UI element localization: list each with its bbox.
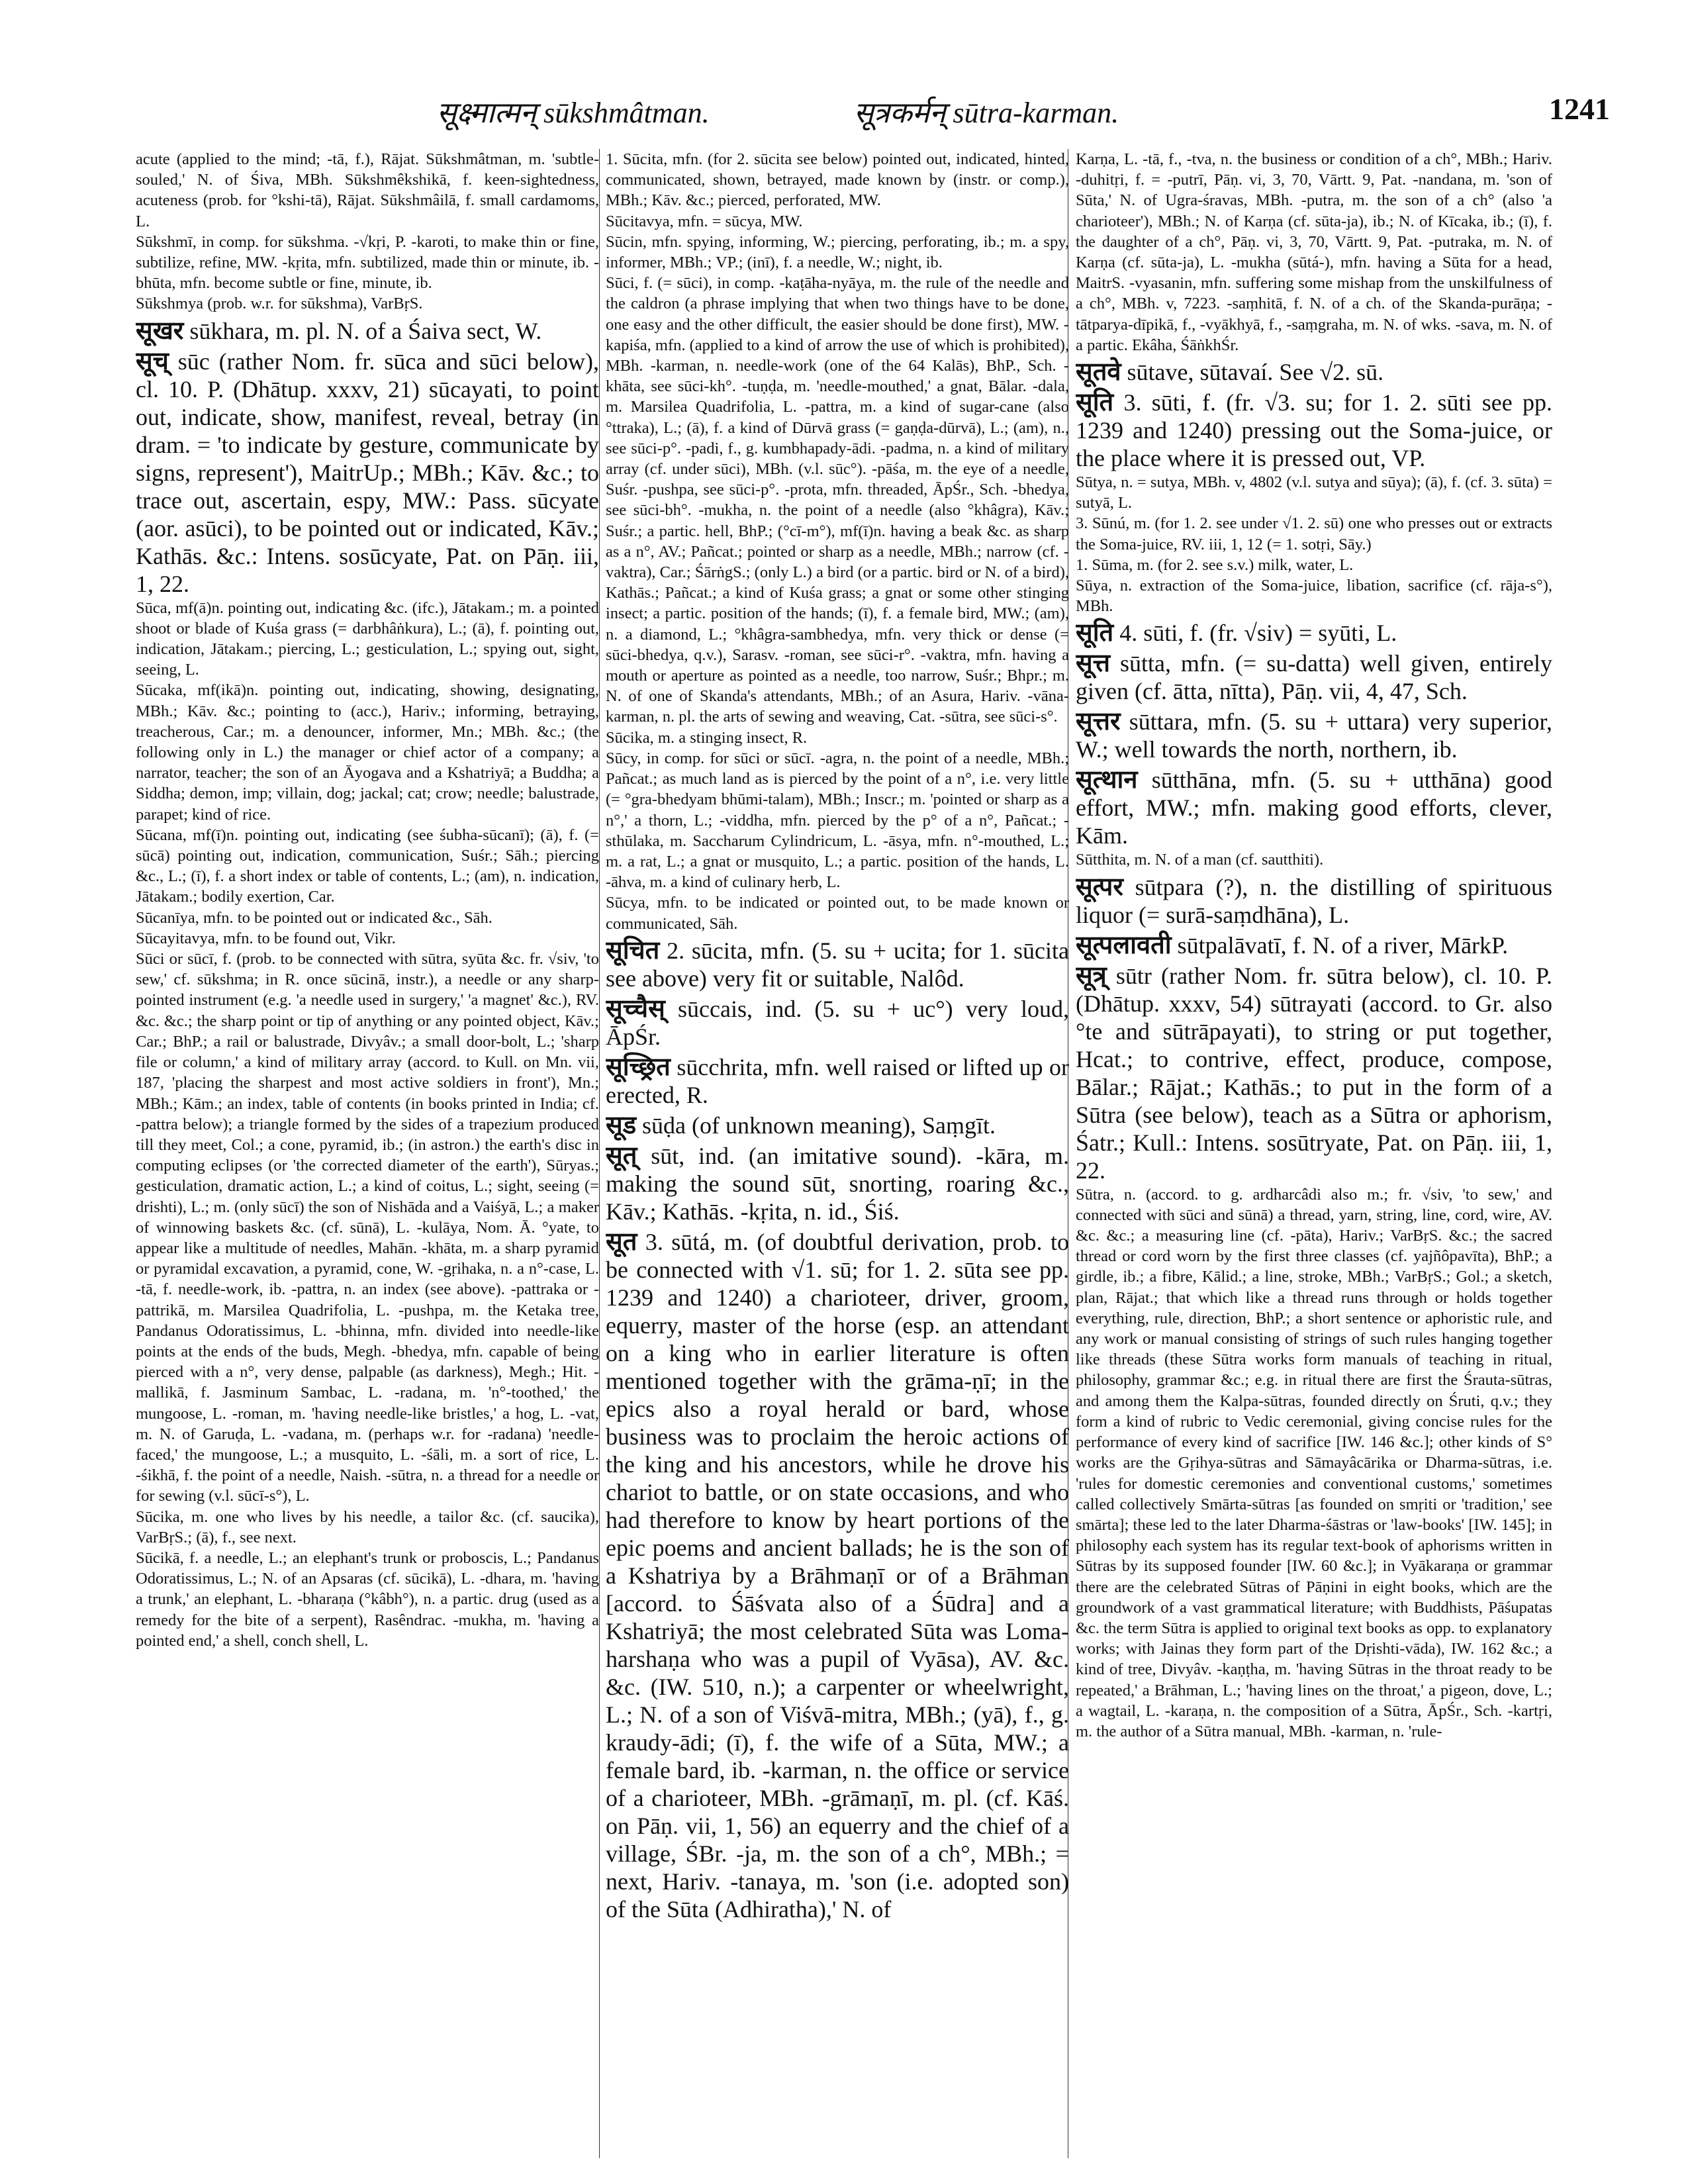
entry-text: 3. sūti, f. (fr. √3. su; for 1. 2. sūti see pp. 1239 and 1240) pressing out the Soma-juice, or the place where it is pressed out, VP. — [1076, 389, 1552, 472]
devanagari-headword: सूत — [606, 1227, 637, 1256]
entry-text: Sūtya, n. = sutya, MBh. v, 4802 (v.l. sutya and sūya); (ā), f. (cf. 3. sūta) = sutyā, L. — [1076, 473, 1552, 512]
entry-text: sūccais, ind. (5. su + uc°) very loud, ĀpŚr. — [606, 995, 1069, 1050]
entry-text: sūt, ind. (an imitative sound). -kāra, m. making the sound sūt, snorting, roaring &c., Kāv.; Kathās. -kṛita, n. id., Śiś. — [606, 1142, 1069, 1225]
entry-text: Sūkshmya (prob. w.r. for sūkshma), VarBṛS. — [136, 295, 423, 313]
entry-text: Sūca, mf(ā)n. pointing out, indicating &c. (ifc.), Jātakam.; m. a pointed shoot or blade of Kuśa grass (= darbhâṅkura), L.; (ā), f. pointing out, indication, Jātakam.; piercing, L.; gesticulation, L.; spying out, sight, seeing, L. — [136, 598, 599, 679]
main-entry — [1076, 649, 1552, 705]
devanagari-headword: सूत्त — [1076, 649, 1110, 678]
dictionary-entry — [136, 825, 599, 908]
dictionary-entry — [606, 149, 1069, 211]
running-head-right: सूत्रकर्मन् sūtra-karman. — [854, 97, 1119, 129]
entry-text: Sūcanīya, mfn. to be pointed out or indicated &c., Sāh. — [136, 908, 492, 927]
dictionary-entry — [606, 232, 1069, 273]
entry-text: 2. sūcita, mfn. (5. su + ucita; for 1. sūcita see above) very fit or suitable, Nalôd. — [606, 937, 1069, 992]
devanagari-headword: सूत्तर — [1076, 708, 1121, 736]
entry-text: Sūya, n. extraction of the Soma-juice, libation, sacrifice (cf. rāja-s°), MBh. — [1076, 577, 1552, 616]
dictionary-entry — [1076, 513, 1552, 554]
main-entry — [606, 937, 1069, 992]
dictionary-entry — [606, 273, 1069, 727]
dictionary-entry — [136, 928, 599, 949]
dictionary-entry — [136, 598, 599, 681]
dictionary-entry — [1076, 149, 1552, 356]
main-entry — [136, 317, 599, 345]
entry-text: 3. Sūnú, m. (for 1. 2. see under √1. 2. sū) one who presses out or extracts the Soma-juice, RV. iii, 1, 12 (= 1. sotṛi, Sāy.) — [1076, 514, 1552, 553]
devanagari-headword: सूत्पलावती — [1076, 931, 1172, 959]
dictionary-entry — [136, 1548, 599, 1651]
devanagari-headword: सूत् — [606, 1141, 637, 1170]
dictionary-entry — [606, 728, 1069, 748]
column-1 — [136, 149, 599, 2158]
devanagari-headword: सूति — [1076, 389, 1114, 417]
entry-text: Sūcayitavya, mfn. to be found out, Vikr. — [136, 929, 396, 947]
entry-text: sūkhara, m. pl. N. of a Śaiva sect, W. — [189, 317, 542, 344]
main-entry — [136, 348, 599, 598]
devanagari-headword: सूत्पर — [1076, 873, 1123, 901]
devanagari-headword: सूत्र् — [1076, 961, 1107, 990]
dictionary-entry — [1076, 575, 1552, 616]
main-entry — [1076, 931, 1552, 959]
dictionary-entry — [606, 892, 1069, 933]
dictionary-entry — [136, 680, 599, 824]
main-entry — [606, 1112, 1069, 1139]
running-head-left: सूक्ष्मात्मन् sūkshmâtman. — [437, 97, 710, 129]
entry-text: Sūcaka, mf(ikā)n. pointing out, indicating, showing, designating, MBh.; Kāv. &c.; pointing to (acc.), Hariv.; informing, betraying, treacherous, Car.; m. a denouncer, informer, Mn.; MBh. &c.; (the following only in L.) the manager or chief actor of a company; a narrator, teacher; the son of an Āyogava and a Kshatriyā; a Buddha; a Siddha; demon, imp; villain, dog; jackal; cat; crow; needle; balustrade, parapet; kind of rice. — [136, 681, 599, 824]
entry-text: 1. Sūcita, mfn. (for 2. sūcita see below) pointed out, indicated, hinted, communicated, shown, betrayed, made known by (instr. or comp.), MBh.; Kāv. &c.; pierced, perforated, MW. — [606, 150, 1069, 210]
entry-text: Karṇa, L. -tā, f., -tva, n. the business or condition of a ch°, MBh.; Hariv. -duhitṛi, f. = -putrī, Pāṇ. vi, 3, 70, Vārtt. 9, Pat. -nandana, m. 'son of Sūta,' N. of Ugra-śravas, MBh. -putra, m. the son of a ch° (also 'a charioteer'), MBh.; N. of Karṇa (cf. sūta-ja), ib.; N. of Kīcaka, ib.; (ī), f. the daughter of a ch°, Pāṇ. vi, 3, 70, Vārtt. 9, Pat. -putraka, m. N. of Karṇa (cf. sūta-ja), L. -mukha (sūtá-), mfn. having a Sūta for a head, MaitrS. -vyasanin, mfn. suffering some mishap from the unskilfulness of a ch°, MBh. v, 7223. -saṃhitā, f. N. of a ch. of the Skanda-purāṇa; -tātparya-dīpikā, f., -vyākhyā, f., -saṃgraha, m. N. of wks. -sava, m. N. of a partic. Ekâha, ŚāṅkhŚr. — [1076, 150, 1552, 354]
main-entry — [1076, 389, 1552, 472]
devanagari-headword: सूच्चैस् — [606, 994, 665, 1023]
main-entry — [606, 1053, 1069, 1109]
entry-text: Sūcya, mfn. to be indicated or pointed out, to be made known or communicated, Sāh. — [606, 894, 1069, 933]
main-entry — [1076, 873, 1552, 929]
column-2 — [606, 149, 1069, 2158]
main-entry — [1076, 619, 1552, 647]
page-number: 1241 — [1549, 92, 1610, 126]
entry-text: Sūcy, in comp. for sūci or sūcī. -agra, n. the point of a needle, MBh.; Pañcat.; as much land as is pierced by the point of a n°, i.e. very little (= °gra-bhedyam bhūmi-talam), MBh.; Inscr.; m. 'pointed or sharp as a n°,' a thorn, L.; -viddha, mfn. pierced by the p° of a n°, Pañcat.; -sthūlaka, m. Saccharum Cylindricum, L. -āsya, mfn. n°-mouthed, L.; m. a rat, L.; a gnat or musquito, L.; a partic. position of the hands, L. -āhva, m. a kind of culinary herb, L. — [606, 749, 1069, 892]
column-3 — [1076, 149, 1552, 2158]
entry-text: Sūcika, m. one who lives by his needle, a tailor &c. (cf. saucika), VarBṛS.; (ā), f., see next. — [136, 1507, 599, 1546]
main-entry — [1076, 358, 1552, 386]
devanagari-headword: सूत्थान — [1076, 766, 1138, 794]
entry-text: 3. sūtá, m. (of doubtful derivation, prob. to be connected with √1. sū; for 1. 2. sūta see pp. 1239 and 1240) a charioteer, driver, groom, equerry, master of the horse (esp. an attendant on a king who in earlier literature is often mentioned together with the grāma-ṇī; in the epics also a royal herald or bard, whose business was to proclaim the heroic actions of the king and his ancestors, while he drove his chariot to battle, or on state occasions, and who had therefore to know by heart portions of the epic poems and ancient ballads; he is the son of a Kshatriya by a Brāhmaṇī or of a Brāhman [accord. to Śāśvata also of a Śūdra] and a Kshatriyā; the most celebrated Sūta was Loma-harshaṇa who was a pupil of Vyāsa), AV. &c. &c. (IW. 510, n.); a carpenter or wheelwright, L.; N. of a son of Viśvā-mitra, MBh.; (yā), f., g. kraudy-ādi; (ī), f. the wife of a Sūta, MW.; a female bard, ib. -karman, n. the office or service of a charioteer, MBh. -grāmaṇī, m. pl. (cf. Kāś. on Pāṇ. vii, 1, 56) an equerry and the chief of a village, ŚBr. -ja, m. the son of a ch°, MBh.; = next, Hariv. -tanaya, m. 'son (i.e. adopted son) of the Sūta (Adhiratha),' N. of — [606, 1228, 1069, 1923]
entry-text: sūcchrita, mfn. well raised or lifted up or erected, R. — [606, 1053, 1069, 1108]
entry-text: acute (applied to the mind; -tā, f.), Rājat. Sūkshmâtman, m. 'subtle-souled,' N. of Śiva, MBh. Sūkshmêkshikā, f. keen-sightedness, acuteness (prob. for °kshi-tā), Rājat. Sūkshmâilā, f. small cardamoms, L. — [136, 150, 599, 230]
entry-text: sūc (rather Nom. fr. sūca and sūci below), cl. 10. P. (Dhātup. xxxv, 21) sūcayati, to point out, indicate, show, manifest, reveal, betray (in dram. = 'to indicate by gesture, communicate by signs, represent'), MaitrUp.; MBh.; Kāv. &c.; to trace out, ascertain, espy, MW.: Pass. sūcyate (aor. asūci), to be pointed out or indicated, Kāv.; Kathās. &c.: Intens. sosūcyate, Pat. on Pāṇ. iii, 1, 22. — [136, 348, 599, 597]
dictionary-entry — [136, 949, 599, 1506]
main-entry — [1076, 766, 1552, 849]
dictionary-entry — [606, 211, 1069, 232]
entry-text: sūtpalāvatī, f. N. of a river, MārkP. — [1177, 931, 1509, 959]
devanagari-headword: सूड — [606, 1111, 637, 1139]
devanagari-headword: सूति — [1076, 619, 1114, 647]
entry-text: sūtpara (?), n. the distilling of spirituous liquor (= surā-saṃdhāna), L. — [1076, 873, 1552, 928]
entry-text: Sūci, f. (= sūci), in comp. -kaṭāha-nyāya, m. the rule of the needle and the caldron (a phrase implying that when two things have to be done, one easy and the other difficult, the easier should be done first), MW. -kapiśa, mfn. (applied to a kind of arrow the use of which is prohibited), MBh. -karman, n. needle-work (one of the 64 Kalās), BhP., Sch. -khāta, see sūci-kh°. -tuṇḍa, m. 'needle-mouthed,' a gnat, Bālar. -dala, m. Marsilea Quadrifolia, L. -pattra, m. a kind of sugar-cane (also °ttraka), L.; (ā), f. a kind of Dūrvā grass (= gaṇḍa-dūrvā), L.; (am), n., see sūci-p°. -padi, f., g. kumbhapady-ādi. -padma, n. a kind of military array (cf. under sūci), MBh. (v.l. sūc°). -pāśa, m. the eye of a needle, Suśr. -pushpa, see sūci-p°. -prota, mfn. threaded, ĀpŚr., Sch. -bhedya, see sūci-bh°. -mukha, n. the point of a needle (also °khâgra), Kāv.; Suśr.; a partic. hell, BhP.; (°cī-m°), mf(ī)n. having a beak &c. as sharp as a n°, AV.; Pañcat.; pointed or sharp as a needle, MBh.; narrow (cf. -vaktra), Car.; ŚārṅgS.; (only L.) a bird (or a partic. bird or N. of a bird), Kathās.; Pañcat.; a kind of Kuśa grass; a gnat or some other stinging insect; a partic. position of the hands; (ī), f. a female bird, MW.; (am), n. a diamond, L.; °khâgra-sambhedya, mfn. very thick or dense (= sūci-bhedya, q.v.), Sarasv. -roman, see sūci-r°. -vaktra, mfn. having a mouth or aperture as pointed as a needle, too narrow, Suśr.; Bhpr.; m. N. of one of Skanda's attendants, MBh.; of an Asura, Hariv. -vāna-karman, n. pl. the arts of sewing and weaving, Cat. -sūtra, see sūci-s°. — [606, 274, 1069, 726]
entry-text: 4. sūti, f. (fr. √siv) = syūti, L. — [1119, 620, 1397, 647]
entry-text: sūtthāna, mfn. (5. su + utthāna) good effort, MW.; mfn. making good efforts, clever, Kām. — [1076, 767, 1552, 849]
dictionary-entry — [136, 149, 599, 232]
main-entry — [606, 1228, 1069, 1923]
dictionary-entry — [136, 908, 599, 928]
entry-text: Sūcin, mfn. spying, informing, W.; piercing, perforating, ib.; m. a spy, informer, MBh.; VP.; (inī), f. a needle, W.; night, ib. — [606, 232, 1069, 272]
dictionary-entry — [1076, 472, 1552, 513]
entry-text: sūḍa (of unknown meaning), Saṃgīt. — [642, 1112, 996, 1139]
entry-text: sūtave, sūtavaí. See √2. sū. — [1127, 359, 1384, 386]
entry-text: 1. Sūma, m. (for 2. see s.v.) milk, water, L. — [1076, 555, 1354, 574]
dictionary-entry — [136, 1507, 599, 1548]
entry-text: sūtr (rather Nom. fr. sūtra below), cl. 10. P. (Dhātup. xxxv, 54) sūtrayati (accord. to Gr. also °te and sūtrāpayati), to string or put together, Hcat.; to contrive, effect, produce, compose, Bālar.; Rājat.; Kathās.; to put in the form of a Sūtra (see below), teach as a Sūtra or aphorism, Śatr.; Kull.: Intens. sosūtryate, Pat. on Pāṇ. iii, 1, 22. — [1076, 962, 1552, 1184]
main-entry — [1076, 708, 1552, 763]
dictionary-entry — [136, 293, 599, 314]
main-entry — [606, 1142, 1069, 1225]
devanagari-headword: सूखर — [136, 316, 184, 345]
devanagari-headword: सूतवे — [1076, 358, 1121, 387]
page-header — [0, 91, 1686, 144]
entry-text: Sūcika, m. a stinging insect, R. — [606, 728, 808, 747]
dictionary-entry — [1076, 849, 1552, 870]
dictionary-entry — [606, 748, 1069, 892]
devanagari-headword: सूच्छ्रित — [606, 1053, 671, 1081]
dictionary-entry — [1076, 1184, 1552, 1742]
entry-text: Sūcana, mf(ī)n. pointing out, indicating (see śubha-sūcanī); (ā), f. (= sūcā) pointing out, indication, communication, Suśr.; Sāh.; piercing &c., L.; (ī), f. a short index or table of contents, L.; (am), n. indication, Jātakam.; bodily exertion, Car. — [136, 826, 599, 906]
entry-text: sūtta, mfn. (= su-datta) well given, entirely given (cf. ātta, nītta), Pāṇ. vii, 4, 47, Sch. — [1076, 650, 1552, 705]
entry-text: Sūkshmī, in comp. for sūkshma. -√kṛi, P. -karoti, to make thin or fine, subtilize, refine, MW. -kṛita, mfn. subtilized, made thin or minute, ib. -bhūta, mfn. become subtle or fine, minute, ib. — [136, 232, 599, 293]
column-divider — [599, 149, 600, 2158]
entry-text: sūttara, mfn. (5. su + uttara) very superior, W.; well towards the north, northern, ib. — [1076, 708, 1552, 763]
entry-text: Sūcikā, f. a needle, L.; an elephant's trunk or proboscis, L.; Pandanus Odoratissimus, L.; N. of an Apsaras (cf. sūcikā), L. -dhara, m. 'having a trunk,' an elephant, L. -bharaṇa (°kâbh°), n. a partic. drug (used as a remedy for the bite of a serpent), Rasêndrac. -mukha, m. 'having a pointed end,' a shell, conch shell, L. — [136, 1548, 599, 1650]
main-entry — [606, 995, 1069, 1051]
devanagari-headword: सूच् — [136, 347, 169, 375]
entry-text: Sūtthita, m. N. of a man (cf. sautthiti). — [1076, 851, 1324, 869]
entry-text: Sūtra, n. (accord. to g. ardharcâdi also m.; fr. √siv, 'to sew,' and connected with sūci and sūnā) a thread, yarn, string, line, cord, wire, AV. &c. &c.; a measuring line (cf. -pāta), Hariv.; VarBṛS. &c.; the sacred thread or cord worn by the first three classes (cf. yajñôpavīta), BhP.; a girdle, ib.; a fibre, Kālid.; a line, stroke, MBh.; VarBṛS.; Gol.; a sketch, plan, Rājat.; that which like a thread runs through or holds together everything, rule, direction, BhP.; a short sentence or aphoristic rule, and any work or manual consisting of strings of such rules hanging together like threads (these Sūtra works form manuals of teaching in ritual, philosophy, grammar &c.; e.g. in ritual there are first the Śrauta-sūtras, and among them the Kalpa-sūtras, founded directly on Śruti, q.v.; they form a kind of rubric to Vedic ceremonial, giving concise rules for the performance of every kind of sacrifice [IW. 146 &c.]; other kinds of S° works are the Gṛihya-sūtras and Sāmayâcārika or Dharma-sūtras, i.e. 'rules for domestic ceremonies and conventional customs,' sometimes called collectively Smārta-sūtras [as founded on smṛiti or 'tradition,' see smārta]; these led to the later Dharma-śāstras or 'law-books' [IW. 145]; in philosophy each system has its regular text-book of aphorisms written in Sūtras by its supposed founder [IW. 60 &c.]; in Vyākaraṇa or grammar there are the celebrated Sūtras of Pāṇini in eight books, which are the groundwork of a vast grammatical literature; with Buddhists, Pāśupatas &c. the term Sūtra is applied to original text books as opp. to explanatory works; with Jainas they form part of the Dṛishti-vāda), IW. 162 &c.; a kind of tree, Divyâv. -kaṇṭha, m. 'having Sūtras in the throat ready to be repeated,' a Brāhman, L.; 'having lines on the throat,' a pigeon, dove, L.; a wagtail, L. -karaṇa, n. the composition of a Sūtra, ĀpŚr., Sch. -kartṛi, m. the author of a Sūtra manual, MBh. -karman, n. 'rule- — [1076, 1185, 1552, 1740]
entry-text: Sūci or sūcī, f. (prob. to be connected with sūtra, syūta &c. fr. √siv, 'to sew,' cf. sūkshma; in R. once sūcinā, instr.), a needle or any sharp-pointed instrument (e.g. 'a needle used in surgery,' 'a magnet' &c.), RV. &c. &c.; the sharp point or tip of anything or any pointed object, Kāv.; Car.; BhP.; a rail or balustrade, Divyâv.; a small door-bolt, L.; 'sharp file or column,' a kind of military array (accord. to Kull. on Mn. vii, 187, 'placing the sharpest and most active soldiers in front'), Mn.; MBh.; Kām.; an index, table of contents (in books printed in India; cf. -pattra below); a triangle formed by the sides of a trapezium produced till they meet, Col.; a cone, pyramid, ib.; (in astron.) the earth's disc in computing eclipses (or 'the corrected diameter of the earth'), Sūryas.; gesticulation, dramatic action, L.; a kind of coitus, L.; sight, seeing (= drishti), L.; m. (only sūcī) the son of Nishāda and a Vaiśyā, L.; a maker of winnowing baskets &c. (cf. sūnā), L. -kulāya, Nom. Ā. °yate, to appear like a multitude of needles, Mahān. -khāta, m. a sharp pyramid or pyramidal excavation, a pyramid, cone, W. -gṛihaka, n. a n°-case, L. -tā, f. needle-work, ib. -pattra, n. an index (see above). -pattraka or -pattrikā, m. Marsilea Quadrifolia, L. -pushpa, m. the Ketaka tree, Pandanus Odoratissimus, L. -bhinna, mfn. divided into needle-like points at the ends of the buds, Megh. -bhedya, mfn. capable of being pierced with a n°, very dense, palpable (as darkness), Megh.; Hit. -mallikā, f. Jasminum Sambac, L. -radana, m. 'n°-toothed,' the mungoose, L. -roman, m. 'having needle-like bristles,' a hog, L. -vat, m. N. of Garuḍa, L. -vadana, m. (perhaps w.r. for -radana) 'needle-faced,' the mungoose, L.; a musquito, L. -śāli, m. a sort of rice, L. -śikhā, f. the point of a needle, Naish. -sūtra, n. a thread for a needle or for sewing (v.l. sūcī-s°), L. — [136, 950, 599, 1505]
devanagari-headword: सूचित — [606, 936, 660, 965]
dictionary-entry — [136, 232, 599, 294]
main-entry — [1076, 962, 1552, 1184]
dictionary-entry — [1076, 555, 1552, 575]
entry-text: Sūcitavya, mfn. = sūcya, MW. — [606, 212, 803, 230]
